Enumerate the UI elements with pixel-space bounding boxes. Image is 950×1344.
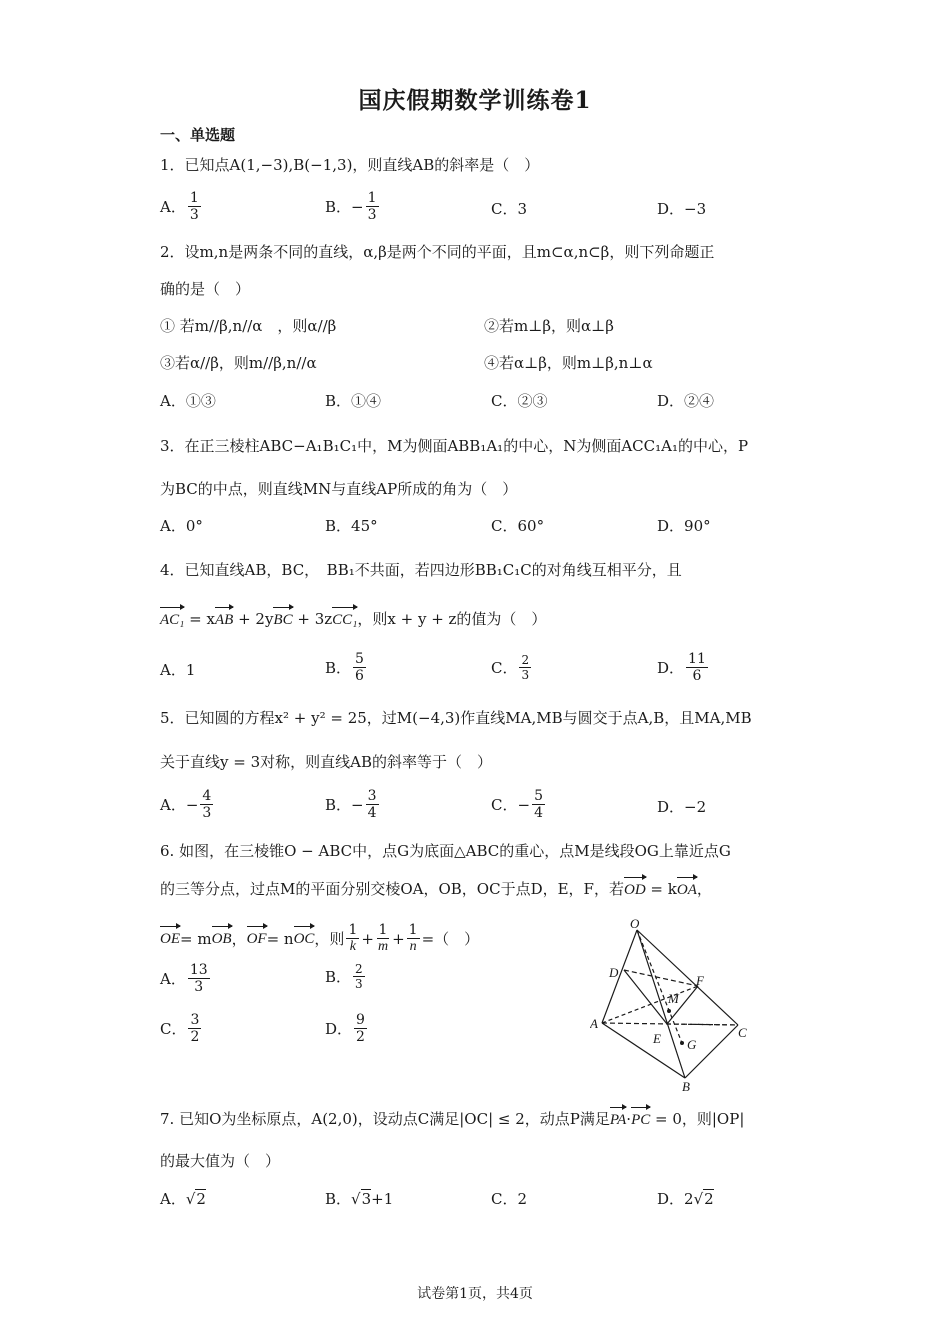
q4-option-d: D． $\frac{11}{6}$	[657, 651, 706, 684]
q3-option-d: D．90°	[657, 517, 711, 535]
q4-option-c: C． $\frac{2}{3}$	[491, 653, 530, 682]
edge-ab	[602, 1023, 685, 1078]
vec-oe: OE	[160, 928, 180, 950]
q5-stem-line2: 关于直线y = 3对称，则直线AB的斜率等于（ ）	[160, 753, 492, 771]
q4-option-a: A． 1	[160, 660, 196, 679]
q5-option-d: D． −2	[657, 797, 707, 816]
q3-stem-line1: 3．在正三棱柱ABC−A₁B₁C₁中，M为侧面ABB₁A₁的中心，N为侧面ACC₁A₁的中心，P	[160, 437, 749, 455]
q6-option-a: A． $\frac{13}{3}$	[160, 962, 208, 995]
vec-ac1: AC₁	[160, 609, 184, 631]
q6-option-b: B． $\frac{2}{3}$	[325, 962, 363, 991]
q2-proposition-2: ②若m⊥β，则α⊥β	[484, 317, 614, 335]
q1-a-fraction: $\frac{1}{3}$	[189, 190, 199, 223]
q3-option-a: A．0°	[160, 517, 203, 535]
vec-oa: OA	[677, 879, 697, 901]
vec-bc: BC	[273, 609, 292, 631]
label-f: F	[696, 973, 704, 988]
point-m	[667, 1009, 671, 1013]
label-b: B	[682, 1079, 690, 1094]
q6-stem-line3: OE = m OB ， OF = n OC ，则 $\frac{1}{k}$ + $\frac{1}{m}$ + $\frac{1}{n}$ =（ ）	[160, 922, 480, 954]
label-a: A	[590, 1016, 598, 1031]
vec-ob: OB	[212, 928, 232, 950]
q4-vector-equation: AC₁ = xAB + 2yBC + 3zCC₁，则x + y + z的值为（ ）	[160, 608, 546, 631]
q1-option-a: A． $\frac{1}{3}$	[160, 190, 199, 223]
label-g: G	[687, 1037, 697, 1052]
label-e: E	[653, 1031, 661, 1046]
line-de	[624, 970, 667, 1024]
q7-option-c: C．2	[491, 1190, 528, 1208]
q1-stem: 1．已知点A(1,−3),B(−1,3)，则直线AB的斜率是（ ）	[160, 156, 540, 174]
q2-proposition-1: ① 若m//β,n//α ，则α//β	[160, 317, 337, 335]
q7-option-b: B．√3+1	[325, 1190, 394, 1208]
q3-stem-line2: 为BC的中点，则直线MN与直线AP所成的角为（ ）	[160, 480, 518, 498]
q2-proposition-4: ④若α⊥β，则m⊥β,n⊥α	[484, 354, 653, 372]
page-footer: 试卷第1页，共4页	[417, 1286, 533, 1302]
line-ec	[667, 1024, 738, 1025]
label-m: M	[668, 991, 679, 1006]
q6-option-d: D． $\frac{9}{2}$	[325, 1012, 365, 1045]
q7-option-d: D．2√2	[657, 1190, 714, 1208]
vec-pa: PA	[610, 1109, 626, 1131]
q2-option-b: B．①④	[325, 392, 382, 410]
q2-option-c: C．②③	[491, 392, 548, 410]
q5-option-b: B． − $\frac{3}{4}$	[325, 788, 377, 821]
q3-option-c: C．60°	[491, 517, 545, 535]
label-d: D	[609, 965, 619, 980]
q7-option-a: A．√2	[160, 1190, 206, 1208]
q5-option-a: A． − $\frac{4}{3}$	[160, 788, 212, 821]
vec-cc1: CC₁	[332, 609, 357, 631]
edge-oa	[602, 930, 637, 1023]
q6-stem-line1: 6. 如图，在三棱锥O − ABC中，点G为底面△ABC的重心，点M是线段OG上靠近点G	[160, 842, 731, 860]
vec-pc: PC	[631, 1109, 650, 1131]
q6-option-c: C． $\frac{3}{2}$	[160, 1012, 200, 1045]
q6-pyramid-figure	[590, 915, 760, 1095]
q2-option-a: A．①③	[160, 392, 216, 410]
vec-od: OD	[624, 879, 646, 901]
vec-of: OF	[247, 928, 267, 950]
vec-oc: OC	[294, 928, 315, 950]
q2-proposition-3: ③若α//β，则m//β,n//α	[160, 354, 317, 372]
q2-option-d: D．②④	[657, 392, 715, 410]
q3-option-b: B．45°	[325, 517, 378, 535]
label-c: C	[738, 1025, 747, 1040]
q1-option-b: B． − $\frac{1}{3}$	[325, 190, 377, 223]
vec-ab: AB	[215, 609, 233, 631]
label-o: O	[630, 916, 640, 931]
q2-stem-line1: 2．设m,n是两条不同的直线，α,β是两个不同的平面，且m⊂α,n⊂β，则下列命题正	[160, 243, 715, 261]
q1-option-d: D． −3	[657, 199, 707, 218]
q7-stem-line2: 的最大值为（ ）	[160, 1152, 281, 1170]
section-heading: 一、单选题	[160, 126, 236, 144]
q1-b-fraction: $\frac{1}{3}$	[367, 190, 377, 223]
page-title: 国庆假期数学训练卷1	[358, 87, 592, 114]
q5-option-c: C． − $\frac{5}{4}$	[491, 788, 543, 821]
point-g	[680, 1041, 684, 1045]
q1-option-c: C． 3	[491, 199, 528, 218]
q4-option-b: B． $\frac{5}{6}$	[325, 651, 364, 684]
q4-stem-line1: 4．已知直线AB，BC， BB₁不共面，若四边形BB₁C₁C的对角线互相平分，且	[160, 561, 682, 579]
q5-stem-line1: 5．已知圆的方程x² + y² = 25，过M(−4,3)作直线MA,MB与圆交于点A,B，且MA,MB	[160, 709, 752, 727]
q6-stem-line2: 的三等分点，过点M的平面分别交棱OA，OB，OC于点D，E，F，若OD = kOA，	[160, 878, 712, 901]
line-og	[637, 930, 682, 1043]
q7-stem-line1: 7. 已知O为坐标原点，A(2,0)，设动点C满足|OC| ≤ 2，动点P满足PA·PC = 0，则|OP|	[160, 1108, 744, 1131]
q2-stem-line2: 确的是（ ）	[160, 280, 251, 298]
